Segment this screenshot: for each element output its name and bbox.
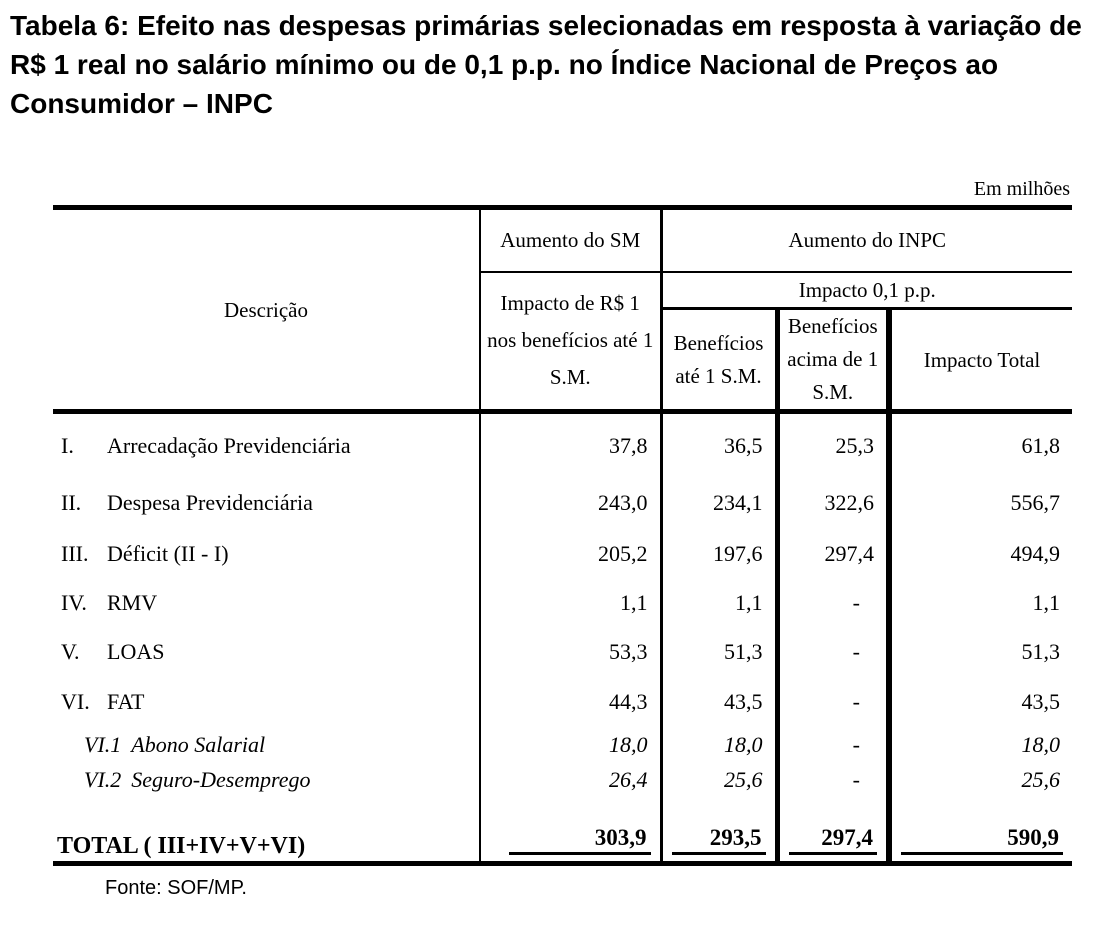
- header-aumento-inpc: Aumento do INPC: [661, 208, 1072, 272]
- table-header: [53, 208, 1072, 412]
- value-inpc-ate: 234,1: [661, 478, 777, 529]
- table-subrow: [53, 727, 1072, 763]
- row-num: V.: [61, 638, 80, 664]
- value-inpc-ate: 18,0: [661, 727, 777, 763]
- row-num: VI.: [61, 688, 90, 714]
- row-label: Seguro-Desemprego: [131, 766, 311, 792]
- table-row: [53, 579, 1072, 627]
- table-row: [53, 529, 1072, 579]
- value-sm: 18,0: [480, 727, 661, 763]
- row-num: II.: [61, 490, 82, 515]
- row-label: FAT: [107, 688, 145, 714]
- header-impacto-01pp: Impacto 0,1 p.p.: [661, 272, 1072, 309]
- header-descricao: Descrição: [53, 208, 480, 412]
- value-total: 43,5: [1021, 688, 1060, 714]
- header-impacto-rs1: Impacto de R$ 1 nos benefícios até 1 S.M.: [480, 272, 661, 412]
- value-inpc-ate: 43,5: [661, 677, 777, 727]
- value-inpc-ate: 1,1: [661, 579, 777, 627]
- value-inpc-ate: 197,6: [661, 529, 777, 579]
- row-label: RMV: [107, 589, 158, 615]
- value-total: 51,3: [1021, 638, 1060, 664]
- row-label: LOAS: [107, 638, 165, 664]
- value-sm: 243,0: [480, 478, 661, 529]
- row-label: Déficit (II - I): [107, 540, 229, 566]
- data-table: [53, 205, 1072, 866]
- row-label: Arrecadação Previdenciária: [107, 432, 351, 458]
- header-impacto-total: Impacto Total: [923, 347, 1041, 372]
- row-label: Abono Salarial: [131, 731, 266, 757]
- header-aumento-sm: Aumento do SM: [480, 208, 661, 272]
- value-sm: 205,2: [480, 529, 661, 579]
- total-value-total: 590,9: [901, 825, 1063, 855]
- source-note: Fonte: SOF/MP.: [105, 877, 247, 899]
- total-label: TOTAL ( III+IV+V+VI): [53, 797, 480, 864]
- value-inpc-acima: 322,6: [777, 478, 889, 529]
- value-sm: 53,3: [480, 627, 661, 677]
- unit-label: Em milhões: [973, 178, 1070, 200]
- value-sm: 26,4: [480, 763, 661, 797]
- value-total: 1,1: [1032, 589, 1060, 615]
- row-num: III.: [61, 540, 89, 566]
- header-beneficios-acima: Benefícios acima de 1 S.M.: [777, 309, 889, 412]
- value-sm: 1,1: [480, 579, 661, 627]
- value-total: 556,7: [1010, 490, 1060, 515]
- table-total-row: [53, 797, 1072, 864]
- table-row: [53, 677, 1072, 727]
- value-inpc-acima: -: [777, 677, 889, 727]
- total-value-sm: 303,9: [509, 825, 651, 855]
- value-sm: 37,8: [480, 412, 661, 478]
- value-inpc-acima: -: [777, 763, 889, 797]
- value-inpc-acima: 25,3: [777, 412, 889, 478]
- value-total: 61,8: [1021, 432, 1060, 458]
- row-num: VI.1: [84, 731, 122, 757]
- row-num: VI.2: [84, 766, 122, 792]
- table-row: [53, 412, 1072, 478]
- table-row: [53, 478, 1072, 529]
- value-sm: 44,3: [480, 677, 661, 727]
- value-total: 25,6: [1021, 766, 1060, 792]
- value-inpc-ate: 36,5: [661, 412, 777, 478]
- total-value-inpc-ate: 293,5: [672, 825, 766, 855]
- value-inpc-acima: -: [777, 627, 889, 677]
- table-title: Tabela 6: Efeito nas despesas primárias selecionadas em resposta à variação de R$ 1 real no salário mínimo ou de 0,1 p.p. no Índice Nacional de Preços ao Consumidor – INPC: [10, 10, 1082, 119]
- value-inpc-ate: 51,3: [661, 627, 777, 677]
- table-subrow: [53, 763, 1072, 797]
- total-value-inpc-acima: 297,4: [789, 825, 878, 855]
- value-inpc-acima: 297,4: [777, 529, 889, 579]
- value-inpc-ate: 25,6: [661, 763, 777, 797]
- row-num: IV.: [61, 589, 87, 615]
- value-total: 18,0: [1021, 731, 1060, 757]
- row-num: I.: [61, 432, 74, 458]
- table-row: [53, 627, 1072, 677]
- value-total: 494,9: [1010, 540, 1060, 566]
- row-label: Despesa Previdenciária: [107, 490, 313, 515]
- value-inpc-acima: -: [777, 727, 889, 763]
- header-beneficios-ate: Benefícios até 1 S.M.: [661, 309, 777, 412]
- value-inpc-acima: -: [777, 579, 889, 627]
